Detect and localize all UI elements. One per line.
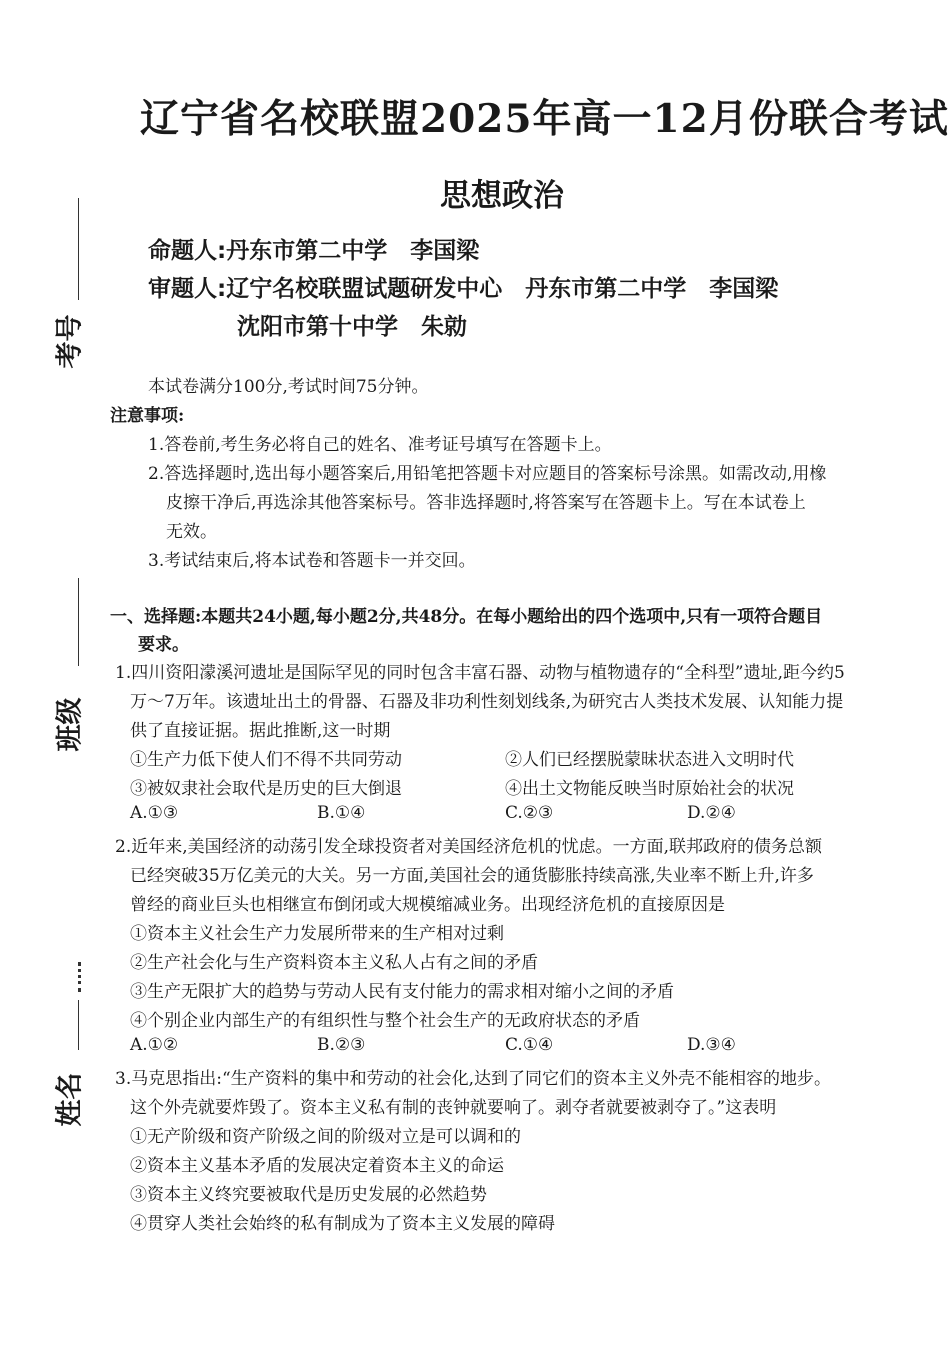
- q2-option-c: C.①④: [505, 1035, 554, 1055]
- q2-option-b: B.②③: [317, 1035, 366, 1055]
- q1-stem-end: 供了直接证据。据此推断,这一时期: [130, 721, 391, 741]
- q1-statement-4: ④出土文物能反映当时原始社会的状况: [505, 779, 794, 799]
- exam-title: 辽宁省名校联盟2025年高一12月份联合考试: [140, 96, 949, 142]
- q3-statement-4: ④贯穿人类社会始终的私有制成为了资本主义发展的障碍: [130, 1214, 555, 1234]
- q1-stem: 1.四川资阳濛溪河遗址是国际罕见的同时包含丰富石器、动物与植物遗存的“全科型”遗址,距今约5: [115, 663, 845, 683]
- cut-line-dots: [78, 962, 81, 992]
- q2-statement-3: ③生产无限扩大的趋势与劳动人民有支付能力的需求相对缩小之间的矛盾: [130, 982, 674, 1002]
- q1-statement-1: ①生产力低下使人们不得不共同劳动: [130, 750, 402, 770]
- reviewer-line: 审题人:辽宁名校联盟试题研发中心 丹东市第二中学 李国梁: [148, 276, 779, 302]
- notice-item-2-cont: 皮擦干净后,再选涂其他答案标号。答非选择题时,将答案写在答题卡上。写在本试卷上: [166, 493, 806, 513]
- notice-heading: 注意事项:: [110, 406, 185, 426]
- q1-option-a: A.①③: [130, 803, 179, 823]
- exam-no-label: 考号: [54, 314, 86, 369]
- q2-stem-end: 曾经的商业巨头也相继宣布倒闭或大规模缩减业务。出现经济危机的直接原因是: [130, 895, 725, 915]
- q1-stem-cont: 万～7万年。该遗址出土的骨器、石器及非功利性刻划线条,为研究古人类技术发展、认知能力提: [130, 692, 844, 712]
- reviewer-line-continued: 沈阳市第十中学 朱勍: [237, 314, 467, 340]
- class-label: 班级: [54, 697, 86, 752]
- q2-stem: 2.近年来,美国经济的动荡引发全球投资者对美国经济危机的忧虑。一方面,联邦政府的债务总额: [115, 837, 823, 857]
- q3-stem: 3.马克思指出:“生产资料的集中和劳动的社会化,达到了同它们的资本主义外壳不能相容的地步。: [115, 1069, 832, 1089]
- section-heading: 一、选择题:本题共24小题,每小题2分,共48分。在每小题给出的四个选项中,只有一项符合题目: [110, 607, 823, 627]
- notice-item-3: 3.考试结束后,将本试卷和答题卡一并交回。: [148, 551, 476, 571]
- notice-item-2-end: 无效。: [166, 522, 217, 542]
- notice-item-1: 1.答卷前,考生务必将自己的姓名、准考证号填写在答题卡上。: [148, 435, 612, 455]
- q1-statement-2: ②人们已经摆脱蒙昧状态进入文明时代: [505, 750, 794, 770]
- q2-stem-cont: 已经突破35万亿美元的大关。另一方面,美国社会的通货膨胀持续高涨,失业率不断上升,许多: [130, 866, 814, 886]
- class-underline: [78, 578, 79, 666]
- q1-option-d: D.②④: [687, 803, 736, 823]
- subject-title: 思想政治: [440, 178, 564, 214]
- name-label: 姓名: [54, 1072, 86, 1127]
- q3-stem-cont: 这个外壳就要炸毁了。资本主义私有制的丧钟就要响了。剥夺者就要被剥夺了。”这表明: [130, 1098, 777, 1118]
- q2-statement-1: ①资本主义社会生产力发展所带来的生产相对过剩: [130, 924, 504, 944]
- exam-no-underline: [78, 198, 79, 300]
- score-time-note: 本试卷满分100分,考试时间75分钟。: [148, 377, 429, 397]
- q1-option-c: C.②③: [505, 803, 554, 823]
- q3-statement-1: ①无产阶级和资产阶级之间的阶级对立是可以调和的: [130, 1127, 521, 1147]
- section-heading-cont: 要求。: [138, 635, 189, 655]
- setter-line: 命题人:丹东市第二中学 李国梁: [148, 238, 480, 264]
- notice-item-2: 2.答选择题时,选出每小题答案后,用铅笔把答题卡对应题目的答案标号涂黑。如需改动,用橡: [148, 464, 827, 484]
- q2-statement-4: ④个别企业内部生产的有组织性与整个社会生产的无政府状态的矛盾: [130, 1011, 640, 1031]
- name-underline: [78, 1000, 79, 1050]
- q2-option-d: D.③④: [687, 1035, 736, 1055]
- q3-statement-3: ③资本主义终究要被取代是历史发展的必然趋势: [130, 1185, 487, 1205]
- q2-option-a: A.①②: [130, 1035, 179, 1055]
- q3-statement-2: ②资本主义基本矛盾的发展决定着资本主义的命运: [130, 1156, 504, 1176]
- q1-option-b: B.①④: [317, 803, 366, 823]
- q1-statement-3: ③被奴隶社会取代是历史的巨大倒退: [130, 779, 402, 799]
- q2-statement-2: ②生产社会化与生产资料资本主义私人占有之间的矛盾: [130, 953, 538, 973]
